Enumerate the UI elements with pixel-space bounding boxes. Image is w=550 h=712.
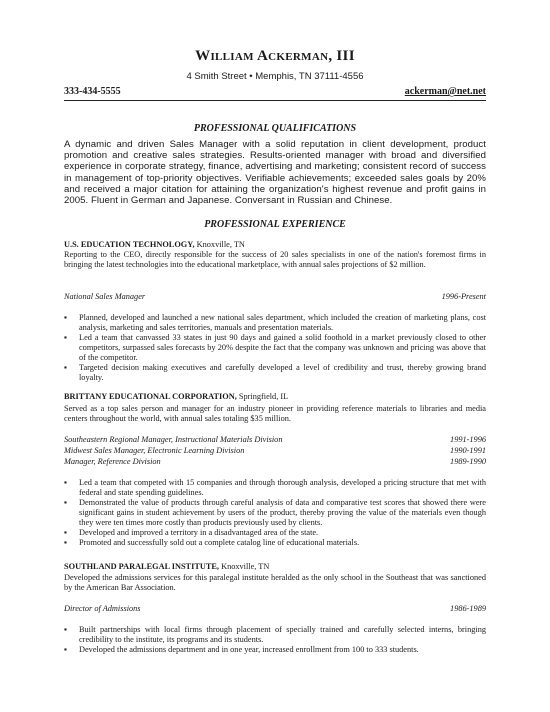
job-2-role-2-title: Midwest Sales Manager, Electronic Learning Division xyxy=(64,446,245,455)
job-3-company-name: SOUTHLAND PARALEGAL INSTITUTE, xyxy=(64,562,219,571)
job-2-role-2-dates: 1990-1991 xyxy=(450,446,486,455)
job-2-company-name: BRITTANY EDUCATIONAL CORPORATION, xyxy=(64,392,237,401)
bullet-icon: ▪ xyxy=(64,498,67,507)
header-divider xyxy=(64,100,486,101)
job-2-role-1-title: Southeastern Regional Manager, Instructional Materials Division xyxy=(64,435,283,444)
job-2-description: Served as a top sales person and manager for an industry pioneer in providing reference materials to libraries and media centers throughout the world, with annual sales totaling $35 million. xyxy=(64,404,486,423)
candidate-name xyxy=(64,48,486,65)
list-item: ▪ Led a team that competed with 15 companies and through thorough analysis, developed a pricing structure that met with federal and state spending guidelines. xyxy=(64,478,486,497)
job-3-role xyxy=(64,604,486,614)
bullet-icon: ▪ xyxy=(64,645,67,654)
job-2-role-2 xyxy=(64,446,486,456)
job-1-description: Reporting to the CEO, directly responsible for the success of 20 sales specialists in one of the nation's foremost firms in bringing the latest technologies into the educational marketplace, with annual sales projections of $2 million. xyxy=(64,250,486,269)
job-2-location: Springfield, IL xyxy=(236,392,289,401)
bullet-icon: ▪ xyxy=(64,625,67,634)
experience-heading: PROFESSIONAL EXPERIENCE xyxy=(204,219,346,230)
job-3-company xyxy=(64,562,486,572)
phone: 333-434-5555 xyxy=(64,86,121,97)
job-2-role-1-dates: 1991-1996 xyxy=(450,435,486,444)
email-link[interactable]: ackerman@net.net xyxy=(404,86,486,97)
list-item: ▪ Developed and improved a territory in a disadvantaged area of the state. xyxy=(64,528,319,537)
list-item: ▪ Developed the admissions department and in one year, increased enrollment from 100 to 333 students. xyxy=(64,645,419,654)
list-item: ▪ Planned, developed and launched a new national sales department, which included the creation of marketing plans, cost analysis, marketing and sales territories, manuals and presentation materials. xyxy=(64,313,486,332)
job-1-bullets xyxy=(64,313,486,383)
job-2-company xyxy=(64,392,486,402)
job-2-role-3-dates: 1989-1990 xyxy=(450,457,486,466)
list-item: ▪ Promoted and successfully sold out a complete catalog line of educational materials. xyxy=(64,538,360,547)
bullet-icon: ▪ xyxy=(64,363,67,372)
job-1-company-name: U.S. EDUCATION TECHNOLOGY, xyxy=(64,240,195,249)
job-3-role-title: Director of Admissions xyxy=(64,604,141,613)
qualifications-summary: A dynamic and driven Sales Manager with a solid reputation in client development, product promotion and creative sales strategies. Results-oriented manager with broad and diversified experience in corporate strategy, finance, advertising and marketing; consistent record of success in management of top-priority objectives. Verifiable achievements; exceeded sales goals by 20% and received a major citation for attaining the organization's highest revenue and profit gains in 2005. Fluent in German and Japanese. Conversant in Russian and Chinese. xyxy=(64,139,486,207)
job-1-role xyxy=(64,292,486,302)
job-1-role-title: National Sales Manager xyxy=(64,292,146,301)
job-3-bullets xyxy=(64,625,486,655)
bullet-icon: ▪ xyxy=(64,538,67,547)
list-item: ▪ Demonstrated the value of products through careful analysis of data and comparative test scores that showed there were significant gains in student achievement by users of the product, thereby proving the value of the materials even though they were ten times more costly than products previously used by clients. xyxy=(64,498,486,527)
job-2-role-1 xyxy=(64,435,486,445)
list-item: ▪ Built partnerships with local firms through placement of specially trained and carefully selected interns, bringing credibility to the institute, its programs and its students. xyxy=(64,625,486,644)
job-1-role-dates: 1996-Present xyxy=(441,292,486,301)
job-2-role-3-title: Manager, Reference Division xyxy=(64,457,161,466)
job-3-description: Developed the admissions services for this paralegal institute heralded as the only school in the Southeast that was sanctioned by the American Bar Association. xyxy=(64,573,486,592)
job-3-role-dates: 1986-1989 xyxy=(450,604,486,613)
address: 4 Smith Street • Memphis, TN 37111-4556 xyxy=(186,71,364,82)
list-item: ▪ Led a team that canvassed 33 states in just 90 days and gained a solid foothold in a market previously closed to other competitors, surpassed sales forecasts by 20% despite the fact that the company was unknown and pricing was above that of the competitor. xyxy=(64,333,486,362)
job-2-role-3 xyxy=(64,457,486,467)
bullet-icon: ▪ xyxy=(64,478,67,487)
candidate-name-text: William Ackerman, III xyxy=(195,48,355,64)
bullet-icon: ▪ xyxy=(64,313,67,322)
bullet-icon: ▪ xyxy=(64,528,67,537)
qualifications-heading: PROFESSIONAL QUALIFICATIONS xyxy=(193,123,357,134)
job-3-location: Knoxville, TN xyxy=(219,562,270,571)
job-1-location: Knoxville, TN xyxy=(194,240,245,249)
job-1-company xyxy=(64,240,486,250)
job-2-bullets xyxy=(64,478,486,548)
bullet-icon: ▪ xyxy=(64,333,67,342)
list-item: ▪ Targeted decision making executives and carefully developed a level of credibility and trust, thereby growing brand loyalty. xyxy=(64,363,486,382)
